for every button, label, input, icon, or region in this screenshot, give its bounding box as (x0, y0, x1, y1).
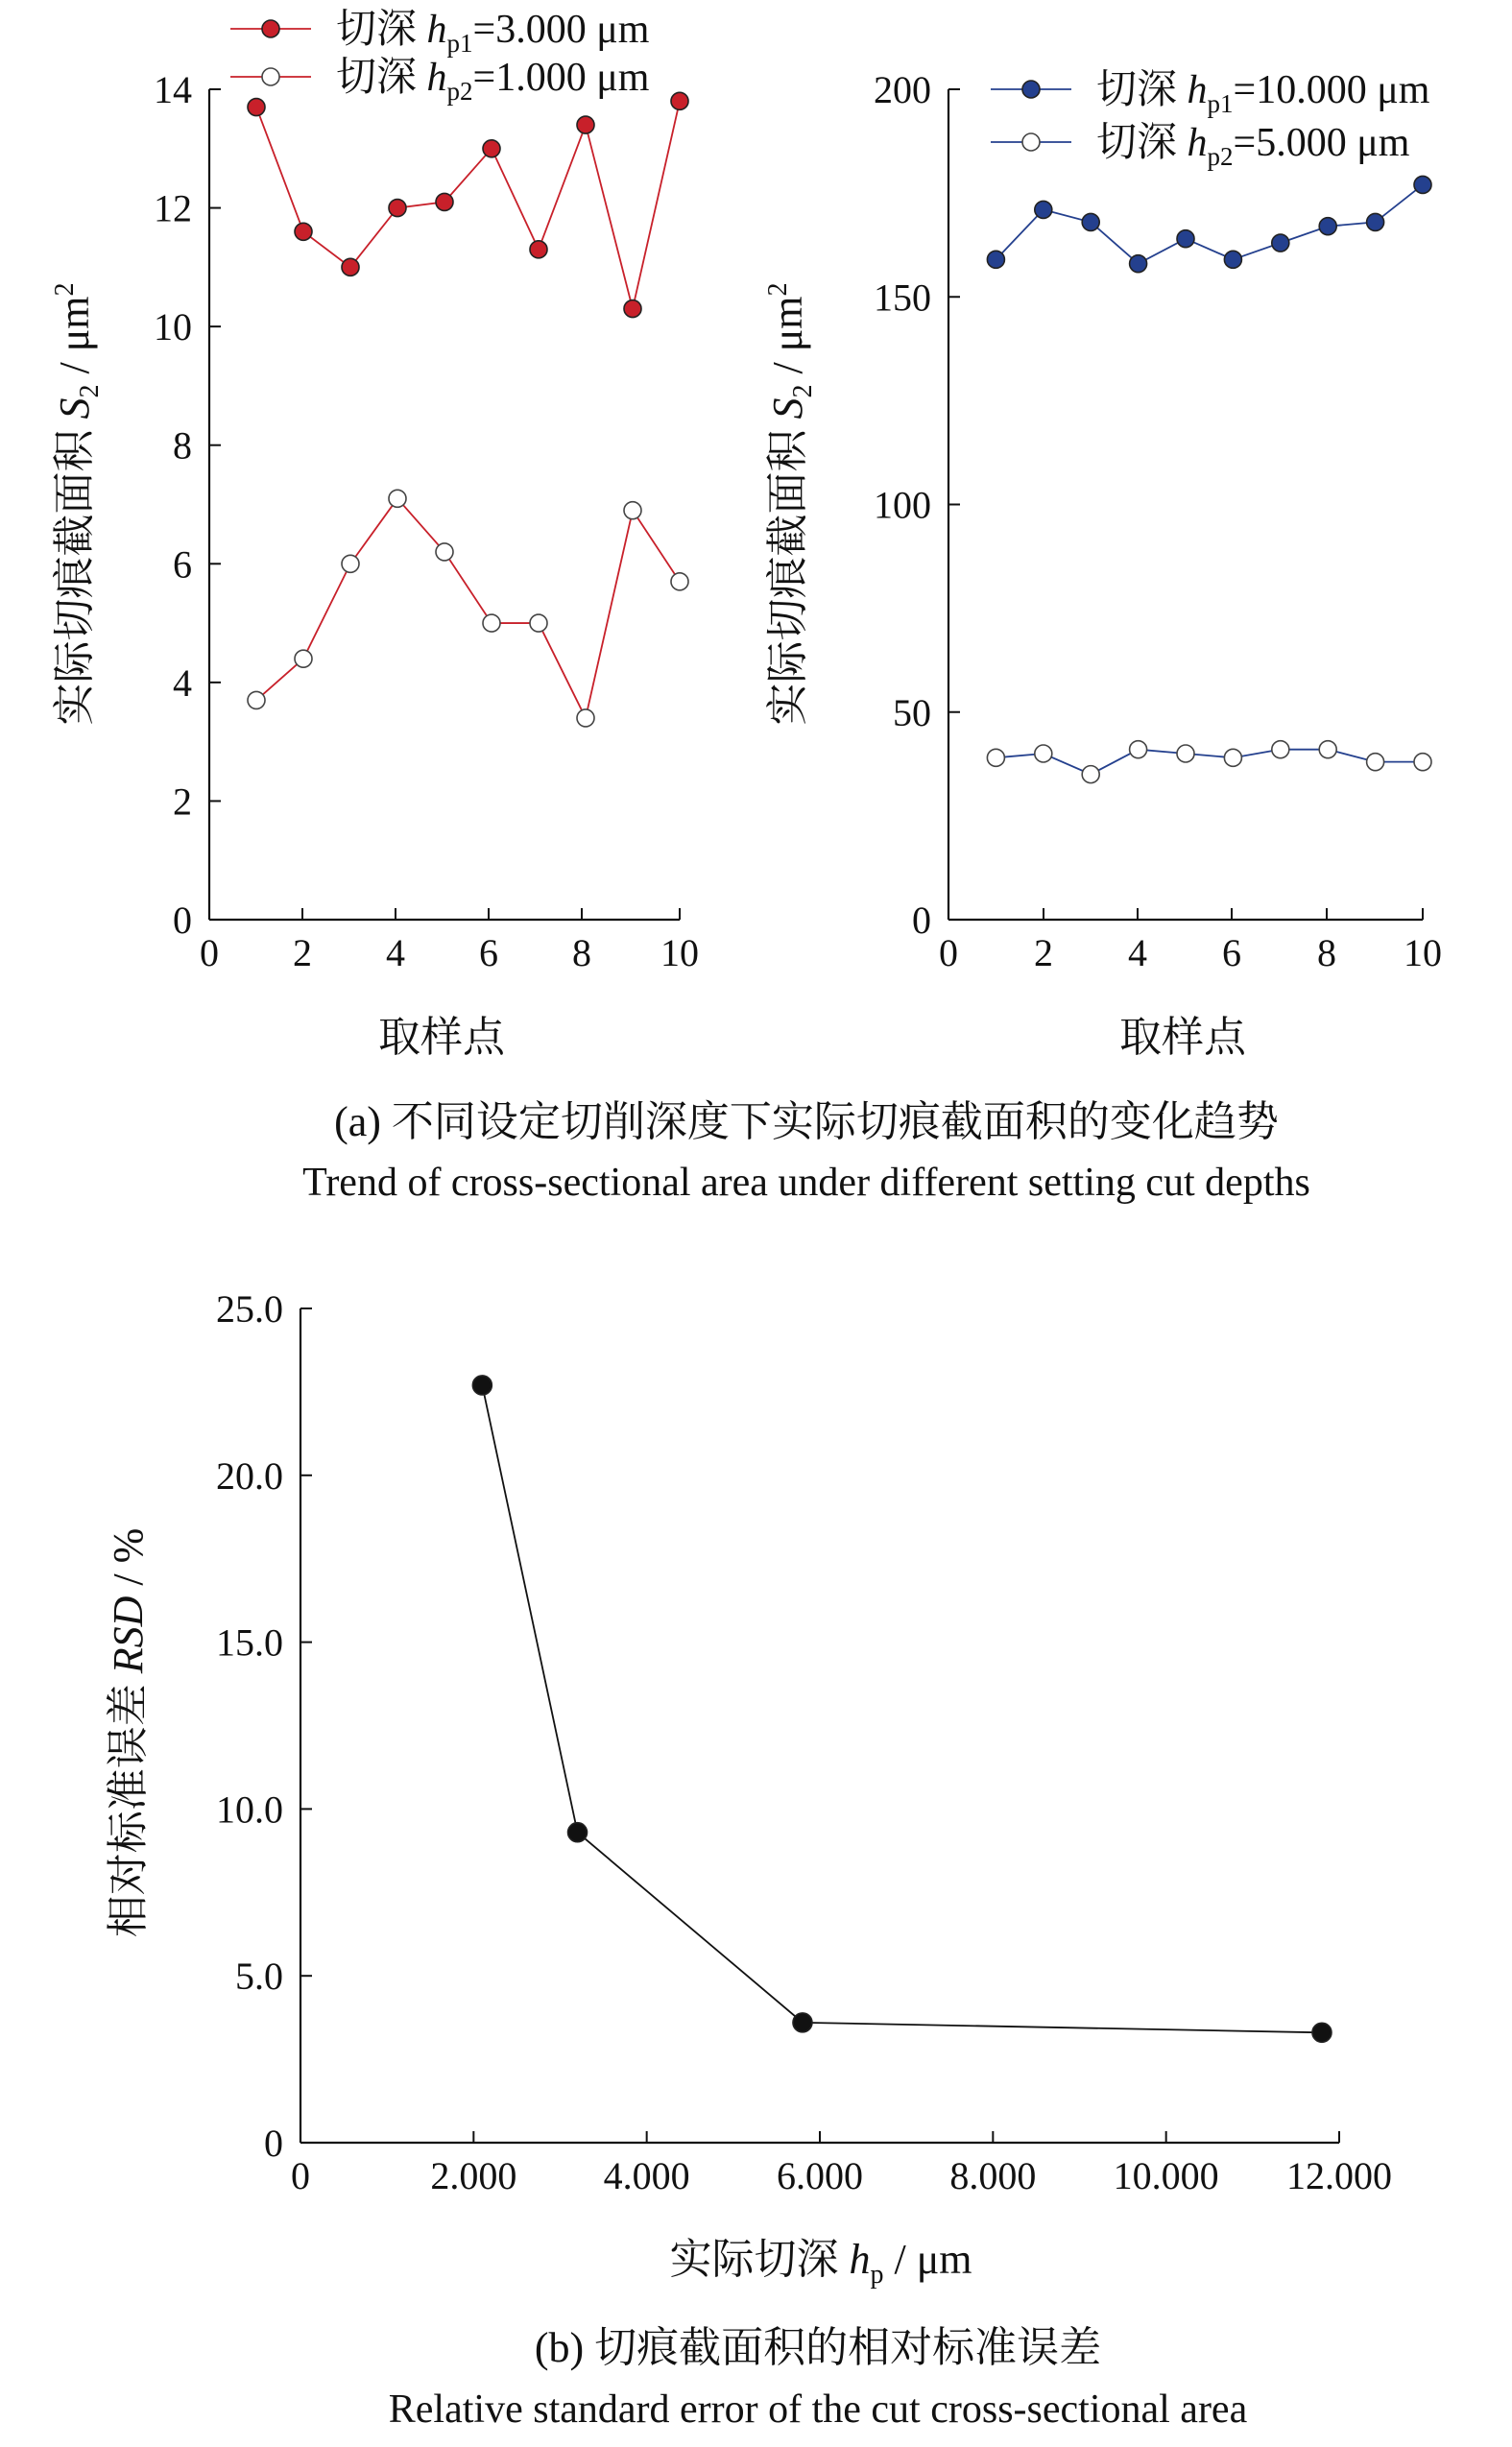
data-point (530, 241, 547, 258)
series-line (482, 1385, 1322, 2032)
x-tick-label: 8.000 (949, 2154, 1037, 2197)
y-axis-title-subscript: 2 (75, 384, 105, 398)
data-point (1082, 766, 1099, 783)
x-tick-label: 2.000 (430, 2154, 517, 2197)
x-tick-label: 2 (1034, 931, 1053, 974)
x-axis-title (669, 2236, 972, 2290)
legend-label-symbol: h (426, 56, 447, 100)
legend-label (336, 56, 650, 106)
x-tick-label: 0 (291, 2154, 310, 2197)
y-tick-label: 14 (154, 68, 192, 111)
data-point (1312, 2023, 1332, 2042)
caption-a-chinese: (a) 不同设定切削深度下实际切痕截面积的变化趋势 (334, 1098, 1279, 1145)
data-point (436, 543, 453, 561)
y-tick-label: 25.0 (216, 1287, 283, 1331)
data-point (1272, 234, 1289, 252)
series-line (996, 184, 1423, 263)
data-point (1367, 754, 1384, 771)
chart-panel-a-left (50, 8, 699, 1061)
legend-label (1096, 68, 1430, 118)
y-tick-label: 5.0 (235, 1955, 283, 1999)
x-tick-label: 8 (572, 931, 591, 974)
y-axis-title (50, 282, 105, 725)
data-point (1272, 741, 1289, 758)
y-tick-label: 50 (893, 690, 931, 734)
data-point (1082, 213, 1099, 230)
data-point (987, 749, 1004, 766)
legend-label (336, 8, 650, 58)
x-tick-label: 12.000 (1286, 2154, 1392, 2197)
data-point (1130, 741, 1147, 758)
y-tick-label: 0 (173, 899, 192, 942)
y-axis-title-unit: / % (105, 1527, 152, 1596)
legend-label-value: =3.000 μm (472, 8, 650, 52)
y-axis-title-text: 实际切痕截面积 (764, 419, 811, 726)
y-tick-label: 10 (154, 305, 192, 349)
data-point (1367, 213, 1384, 230)
data-point (436, 193, 453, 210)
data-point (577, 709, 594, 727)
y-tick-label: 12 (154, 186, 192, 230)
y-axis-title-unit: / μm (764, 296, 811, 385)
data-point (568, 1823, 588, 1842)
y-tick-label: 8 (173, 423, 192, 468)
data-point (793, 2013, 812, 2032)
y-axis-title (763, 282, 818, 725)
x-tick-label: 4 (386, 931, 405, 974)
legend-label-text: 切深 (336, 56, 427, 100)
data-point (624, 300, 641, 318)
x-tick-label: 0 (200, 931, 219, 974)
y-tick-label: 10.0 (216, 1787, 283, 1832)
data-point (530, 614, 547, 632)
x-tick-label: 6.000 (777, 2154, 863, 2197)
data-point (248, 99, 265, 116)
y-tick-label: 4 (173, 660, 192, 705)
y-tick-label: 150 (874, 276, 931, 320)
x-axis-title: 取样点 (1119, 1014, 1246, 1061)
data-point (389, 200, 406, 217)
legend-label-text: 切深 (1096, 68, 1188, 112)
y-tick-label: 20.0 (216, 1453, 283, 1498)
y-tick-label: 15.0 (216, 1620, 283, 1665)
y-axis-title-symbol: RSD (105, 1595, 152, 1674)
y-axis-title (105, 1528, 152, 1938)
legend-label-symbol: h (426, 8, 447, 52)
data-point (1414, 754, 1431, 771)
x-tick-label: 4 (1128, 931, 1147, 974)
legend-label-subscript: p2 (1207, 142, 1234, 171)
legend-marker (1022, 133, 1040, 151)
chart-panel-a-right (763, 68, 1442, 1061)
y-tick-label: 100 (874, 483, 931, 527)
legend-marker (262, 20, 279, 37)
y-axis-title-symbol: S (764, 397, 811, 420)
data-point (1414, 176, 1431, 193)
data-point (1177, 230, 1194, 248)
legend-label-value: =10.000 μm (1233, 68, 1430, 112)
y-axis-title-symbol: S (51, 397, 98, 420)
legend-label-value: =1.000 μm (472, 56, 650, 100)
legend-label-value: =5.000 μm (1233, 121, 1410, 165)
data-point (295, 223, 312, 240)
data-point (342, 555, 359, 572)
data-point (624, 502, 641, 519)
x-axis-title-unit: / μm (883, 2236, 972, 2283)
x-tick-label: 4.000 (603, 2154, 690, 2197)
series-line (996, 750, 1423, 775)
caption-b-chinese: (b) 切痕截面积的相对标准误差 (534, 2324, 1102, 2371)
legend-label-subscript: p1 (1207, 89, 1234, 118)
data-point (1319, 741, 1336, 758)
x-tick-label: 10 (660, 931, 699, 974)
y-axis-title-text: 实际切痕截面积 (51, 419, 98, 726)
x-axis-title-text: 实际切深 (669, 2236, 850, 2283)
data-point (1319, 218, 1336, 235)
x-tick-label: 6 (479, 931, 498, 974)
x-tick-label: 10.000 (1113, 2154, 1219, 2197)
y-tick-label: 0 (912, 899, 931, 942)
data-point (671, 92, 688, 109)
data-point (389, 490, 406, 507)
x-tick-label: 8 (1317, 931, 1336, 974)
data-point (987, 251, 1004, 268)
x-axis-title-symbol: h (849, 2236, 871, 2283)
data-point (1224, 251, 1241, 268)
data-point (1177, 745, 1194, 762)
caption-b-english: Relative standard error of the cut cross-sectional area (388, 2387, 1248, 2432)
x-tick-label: 0 (939, 931, 958, 974)
data-point (1035, 201, 1052, 218)
chart-panel-b (105, 1287, 1392, 2290)
x-axis-title-subscript: p (870, 2260, 884, 2290)
legend-marker (1022, 81, 1040, 98)
y-axis-title-superscript: 2 (50, 282, 80, 297)
x-tick-label: 6 (1222, 931, 1241, 974)
legend-label-text: 切深 (1096, 121, 1188, 165)
legend-label (1096, 121, 1410, 171)
legend-label-symbol: h (1187, 68, 1208, 112)
data-point (1224, 749, 1241, 766)
legend-label-symbol: h (1187, 121, 1208, 165)
legend-label-text: 切深 (336, 8, 427, 52)
data-point (1130, 255, 1147, 273)
legend-label-subscript: p1 (446, 29, 473, 58)
y-axis-title-text: 相对标准误差 (105, 1673, 152, 1938)
data-point (248, 691, 265, 708)
data-point (1035, 745, 1052, 762)
data-point (295, 650, 312, 667)
legend-label-subscript: p2 (446, 77, 473, 106)
data-point (577, 116, 594, 133)
series-line (256, 498, 680, 718)
data-point (483, 140, 500, 157)
y-tick-label: 2 (173, 780, 192, 824)
x-tick-label: 2 (293, 931, 312, 974)
x-tick-label: 10 (1404, 931, 1442, 974)
y-axis-title-subscript: 2 (788, 384, 818, 398)
y-tick-label: 6 (173, 542, 192, 587)
data-point (472, 1376, 492, 1395)
legend-marker (262, 68, 279, 85)
data-point (483, 614, 500, 632)
data-point (342, 258, 359, 276)
y-axis-title-superscript: 2 (763, 282, 793, 297)
y-tick-label: 0 (264, 2122, 283, 2165)
y-tick-label: 200 (874, 68, 931, 111)
series-line (256, 101, 680, 308)
y-axis-title-unit: / μm (51, 296, 98, 385)
caption-a-english: Trend of cross-sectional area under different setting cut depths (302, 1161, 1310, 1205)
x-axis-title: 取样点 (378, 1014, 505, 1061)
data-point (671, 573, 688, 590)
